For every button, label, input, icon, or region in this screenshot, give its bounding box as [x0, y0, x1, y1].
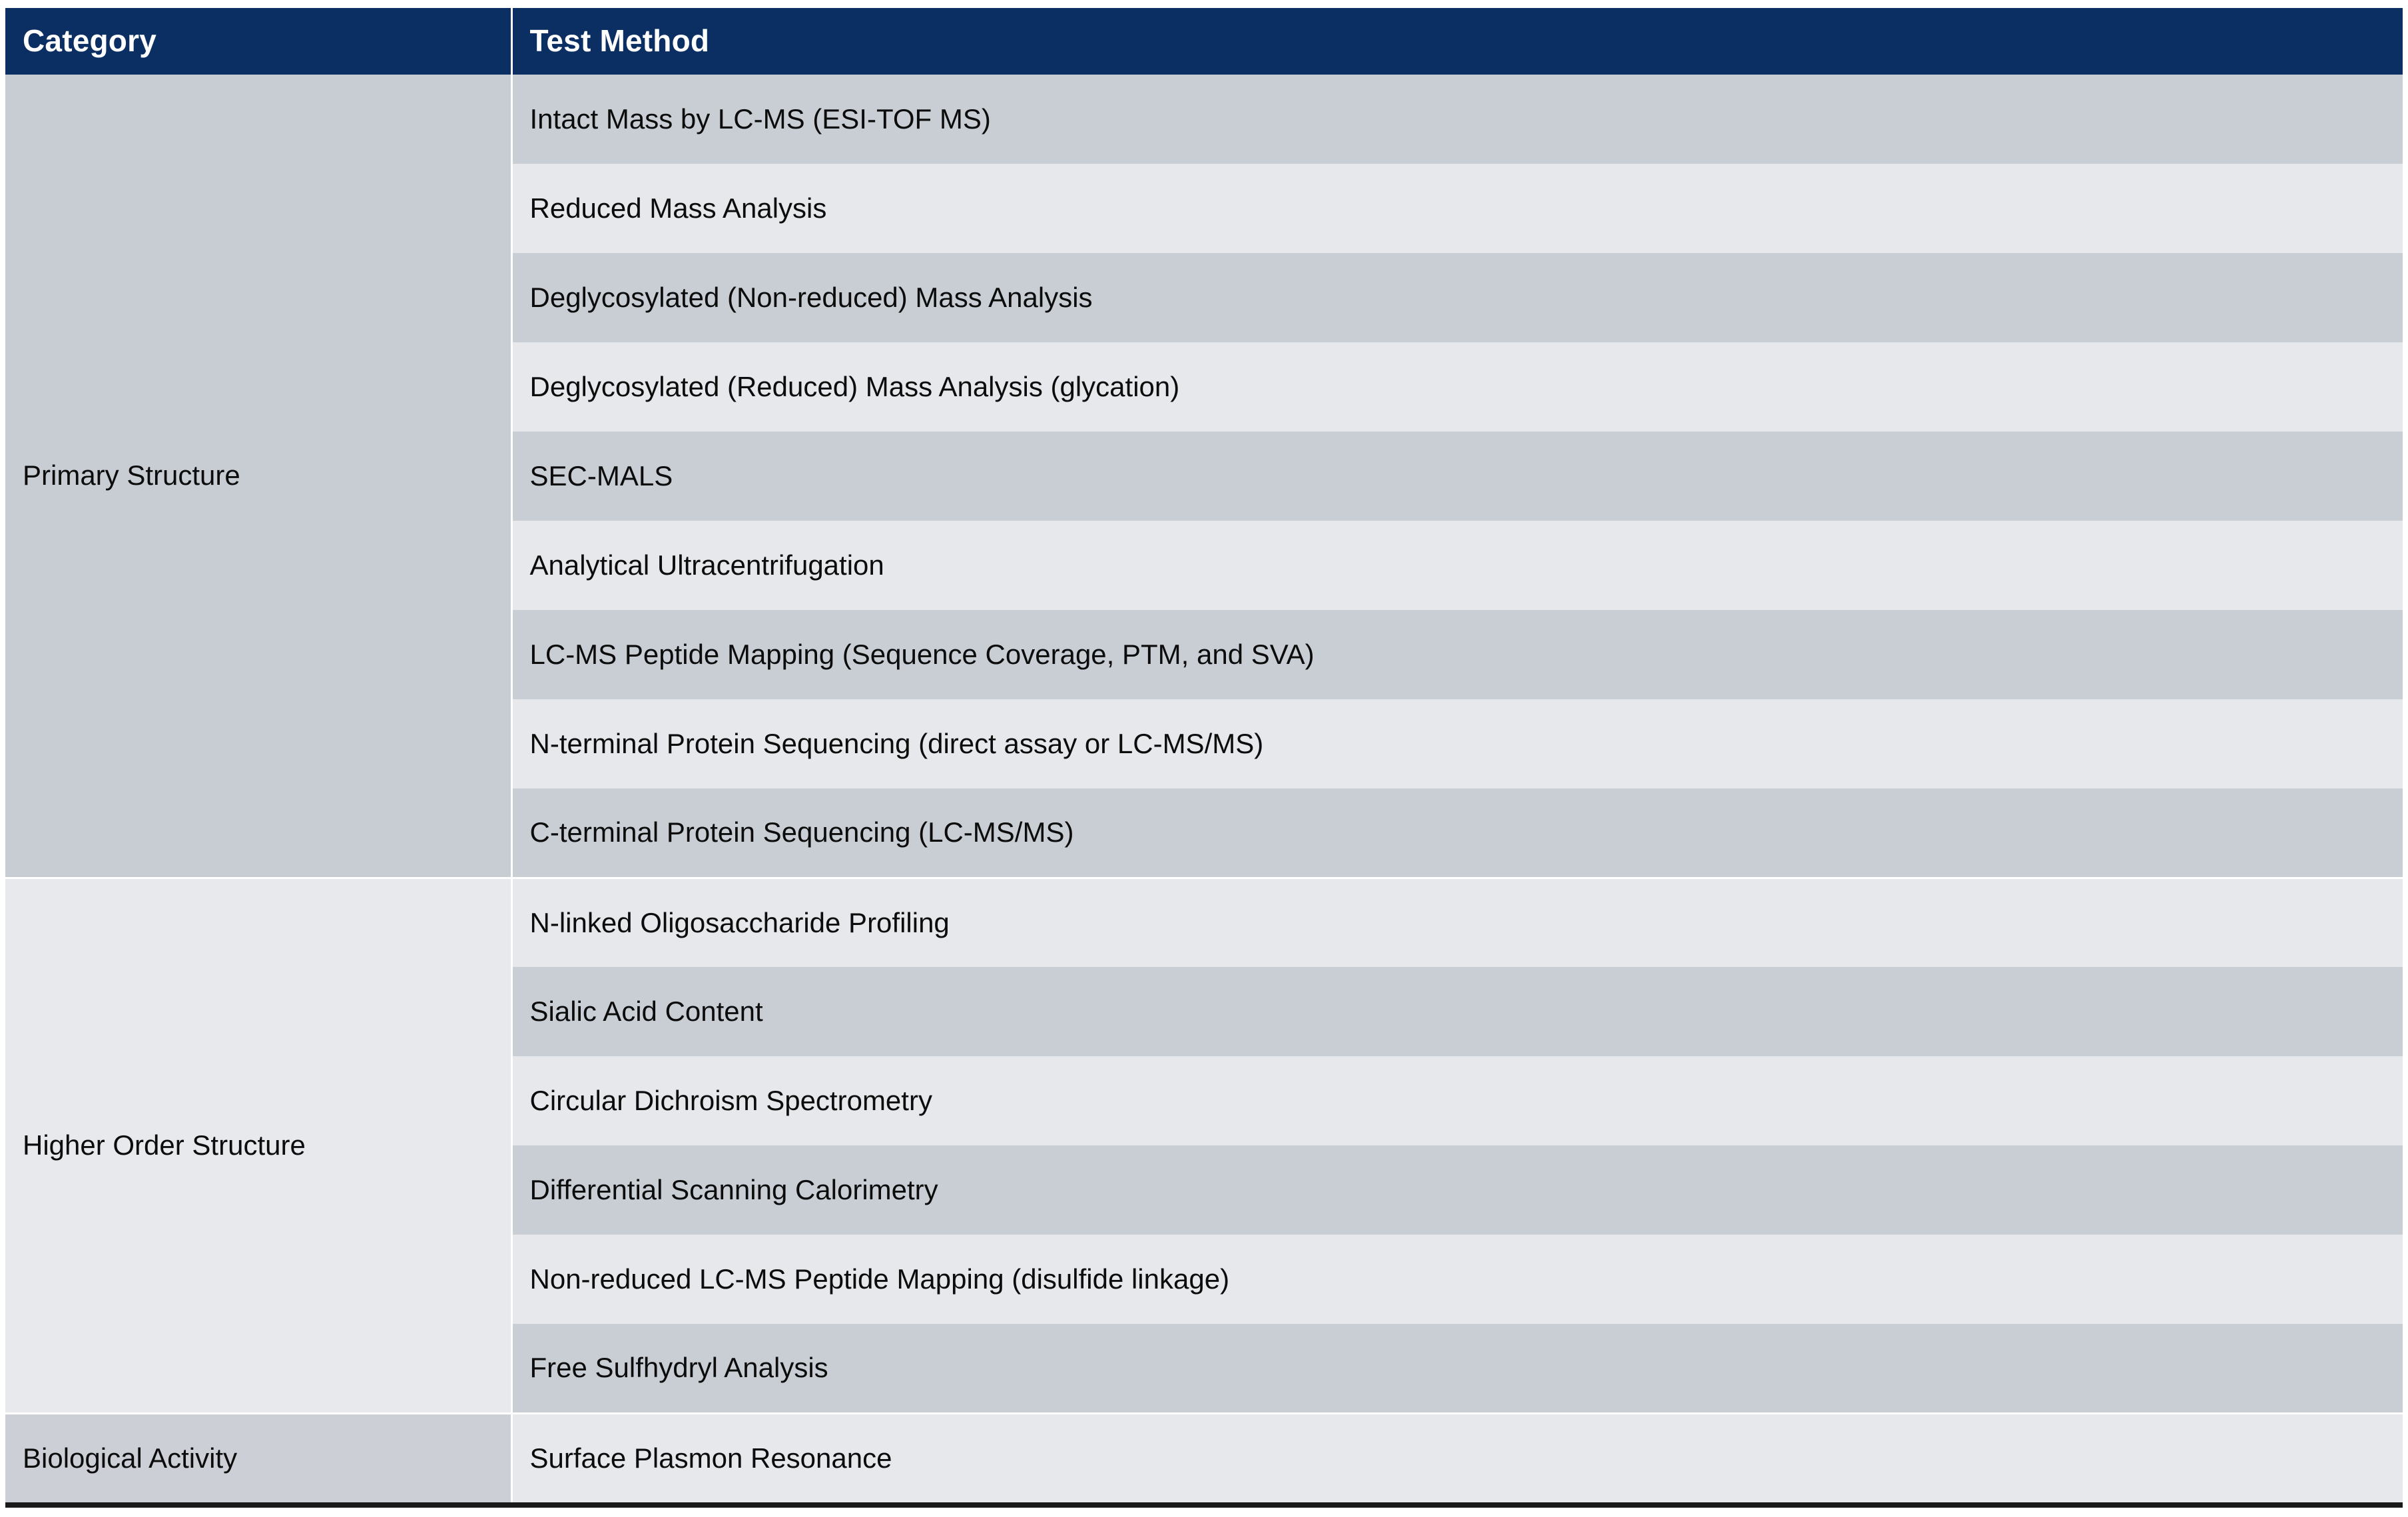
- table-row: [5, 878, 2403, 967]
- analytical-methods-table: [5, 8, 2403, 1502]
- category-cell-higher-order-structure: Higher Order Structure: [5, 878, 511, 1413]
- method-cell: Free Sulfhydryl Analysis: [511, 1324, 2403, 1413]
- table-header-row: [5, 8, 2403, 75]
- column-header-test-method: Test Method: [511, 8, 2403, 75]
- method-cell: Deglycosylated (Non-reduced) Mass Analysis: [511, 253, 2403, 342]
- method-cell: Differential Scanning Calorimetry: [511, 1145, 2403, 1235]
- method-cell: Circular Dichroism Spectrometry: [511, 1056, 2403, 1145]
- method-cell: SEC-MALS: [511, 432, 2403, 521]
- method-cell: N-linked Oligosaccharide Profiling: [511, 878, 2403, 967]
- method-cell: Reduced Mass Analysis: [511, 164, 2403, 253]
- table-body: [5, 75, 2403, 1502]
- table-row: [5, 75, 2403, 164]
- category-cell-primary-structure: Primary Structure: [5, 75, 511, 878]
- method-cell: Non-reduced LC-MS Peptide Mapping (disulfide linkage): [511, 1235, 2403, 1324]
- method-cell: C-terminal Protein Sequencing (LC-MS/MS): [511, 788, 2403, 878]
- method-cell: Intact Mass by LC-MS (ESI-TOF MS): [511, 75, 2403, 164]
- method-cell: Analytical Ultracentrifugation: [511, 521, 2403, 610]
- method-cell: Sialic Acid Content: [511, 967, 2403, 1056]
- method-cell: Surface Plasmon Resonance: [511, 1413, 2403, 1502]
- method-cell: N-terminal Protein Sequencing (direct assay or LC-MS/MS): [511, 699, 2403, 788]
- table-bottom-rule: [5, 1502, 2403, 1508]
- category-cell-biological-activity: Biological Activity: [5, 1413, 511, 1502]
- method-cell: LC-MS Peptide Mapping (Sequence Coverage, PTM, and SVA): [511, 610, 2403, 699]
- table-row: [5, 1413, 2403, 1502]
- table-header: [5, 8, 2403, 75]
- method-cell: Deglycosylated (Reduced) Mass Analysis (glycation): [511, 342, 2403, 432]
- column-header-category: Category: [5, 8, 511, 75]
